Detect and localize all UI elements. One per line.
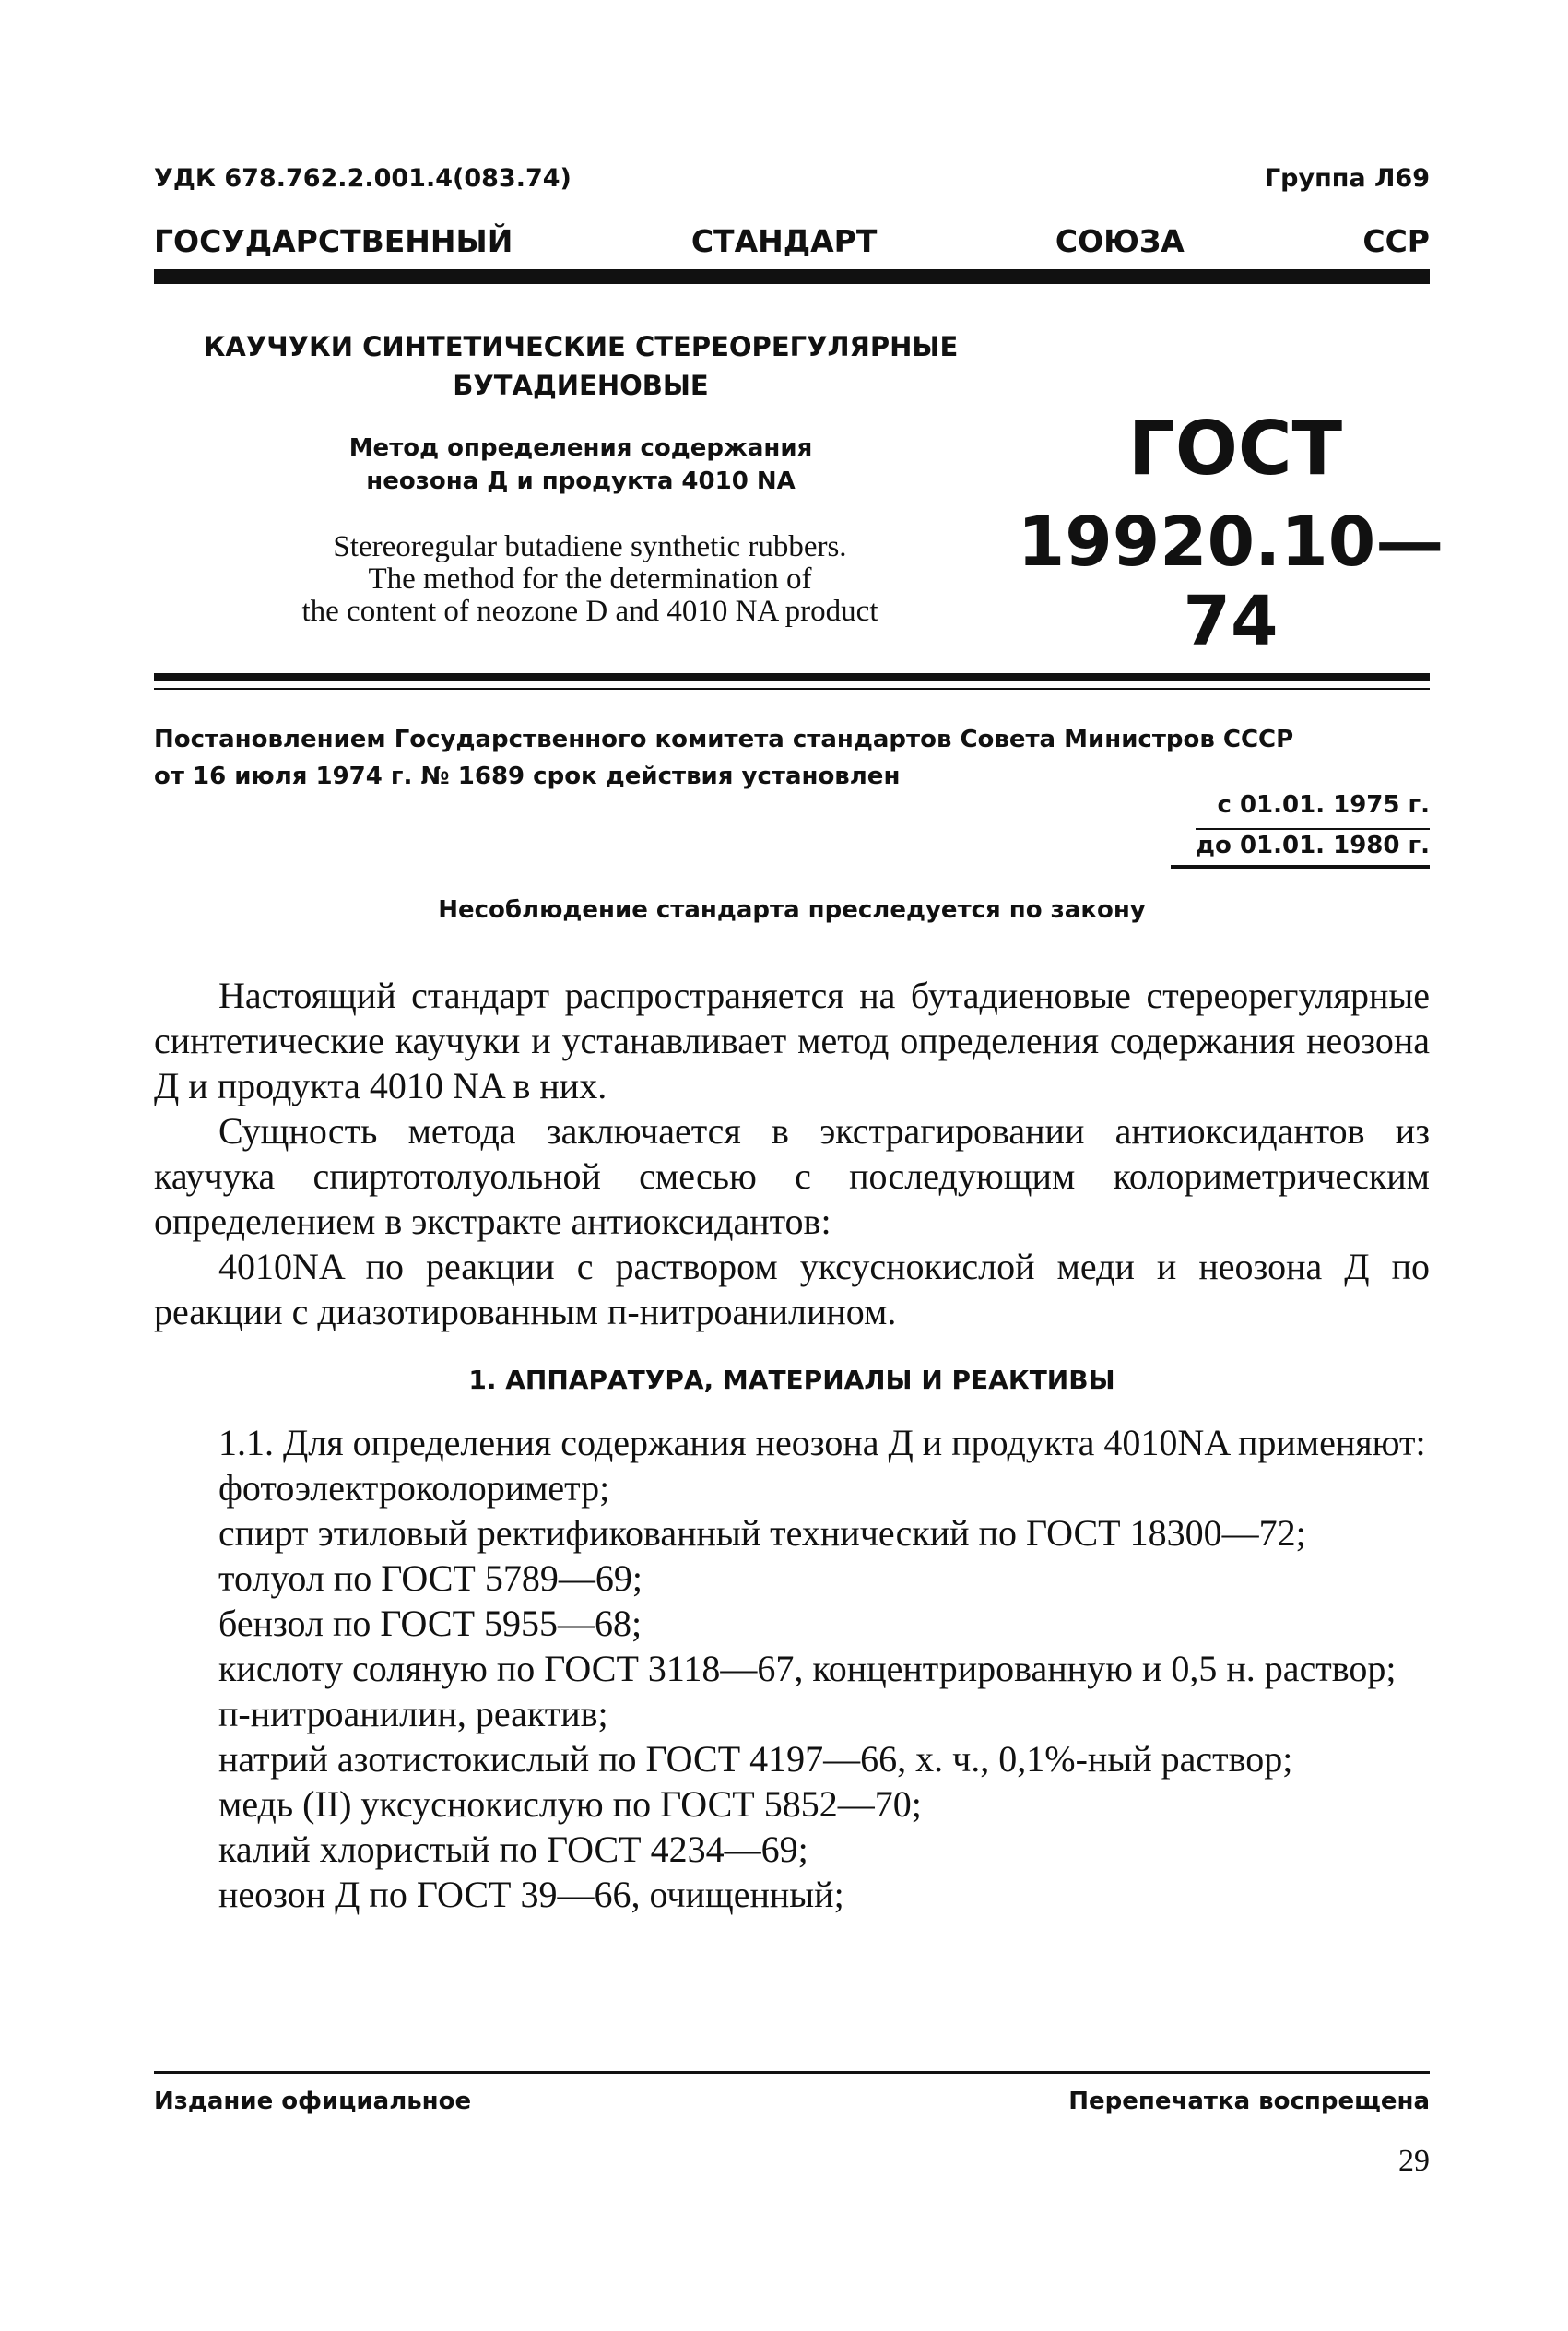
method-line: неозона Д и продукта 4010 NA [366, 467, 796, 495]
banner-word: СОЮЗА [1055, 223, 1185, 259]
list-item [154, 1646, 1430, 1691]
english-line: The method for the determination of [368, 562, 812, 596]
paragraph-text: 4010NA по реакции с раствором уксуснокислой меди и неозона Д по реакции с диазотированным п-нитроанилином. [154, 1246, 1430, 1332]
list-item [154, 1827, 1430, 1872]
decree-line: Постановлением Государственного комитета стандартов Совета Министров СССР [154, 726, 1294, 753]
udk-code: УДК 678.762.2.001.4(083.74) [154, 164, 572, 193]
method-title [277, 432, 885, 498]
list-item-text: неозон Д по ГОСТ 39—66, очищенный; [218, 1874, 844, 1915]
validity-date-from: с 01.01. 1975 г. [1217, 791, 1430, 819]
list-item-text: толуол по ГОСТ 5789—69; [218, 1557, 643, 1599]
title-line: КАУЧУКИ СИНТЕТИЧЕСКИЕ СТЕРЕОРЕГУЛЯРНЫЕ [203, 331, 959, 362]
header-band [154, 269, 1430, 284]
banner-word: ССР [1362, 223, 1430, 259]
page-number: 29 [1398, 2144, 1430, 2178]
list-item-text: медь (II) уксуснокислую по ГОСТ 5852—70; [218, 1783, 922, 1825]
list-item [154, 1691, 1430, 1736]
list-item [154, 1420, 1430, 1465]
document-title [157, 327, 1005, 405]
paragraph [154, 1244, 1430, 1334]
legal-warning: Несоблюдение стандарта преследуется по закону [438, 896, 1146, 924]
divider-thin [154, 688, 1430, 690]
validity-date-to: до 01.01. 1980 г. [1196, 828, 1430, 859]
list-item-text: кислоту соляную по ГОСТ 3118—67, концентрированную и 0,5 н. раствор; [218, 1648, 1397, 1689]
footer-divider [154, 2071, 1430, 2074]
list-item-text: бензол по ГОСТ 5955—68; [218, 1603, 643, 1644]
paragraph [154, 1108, 1430, 1244]
list-item-text: калий хлористый по ГОСТ 4234—69; [218, 1828, 808, 1870]
list-item [154, 1872, 1430, 1917]
banner-word: ГОСУДАРСТВЕННЫЙ [154, 223, 513, 259]
state-standard-banner [154, 223, 1430, 259]
list-item [154, 1736, 1430, 1781]
list-item [154, 1556, 1430, 1601]
decree-line: от 16 июля 1974 г. № 1689 срок действия установлен [154, 763, 901, 790]
reprint-prohibited-label: Перепечатка воспрещена [1068, 2088, 1430, 2115]
decree-text [154, 721, 1430, 795]
method-line: Метод определения содержания [348, 434, 813, 462]
list-item [154, 1465, 1430, 1510]
list-item-text: натрий азотистокислый по ГОСТ 4197—66, х. ч., 0,1%-ный раствор; [218, 1738, 1293, 1780]
materials-list [154, 1420, 1430, 1917]
list-item-text: 1.1. Для определения содержания неозона Д и продукта 4010NA применяют: [218, 1422, 1426, 1463]
list-item [154, 1781, 1430, 1827]
list-item [154, 1510, 1430, 1556]
title-line: БУТАДИЕНОВЫЕ [453, 370, 709, 401]
official-edition-label: Издание официальное [154, 2088, 472, 2115]
english-line: the content of neozone D and 4010 NA product [301, 595, 878, 628]
banner-word: СТАНДАРТ [690, 223, 878, 259]
group-code: Группа Л69 [1264, 164, 1430, 193]
gost-number: 19920.10—74 [1017, 503, 1444, 661]
english-title [184, 531, 996, 628]
english-line: Stereoregular butadiene synthetic rubbers. [333, 530, 847, 563]
gost-label: ГОСТ [1127, 406, 1343, 491]
list-item-text: спирт этиловый ректификованный технический по ГОСТ 18300—72; [218, 1512, 1306, 1554]
section-heading: 1. АППАРАТУРА, МАТЕРИАЛЫ И РЕАКТИВЫ [468, 1365, 1115, 1395]
list-item-text: фотоэлектроколориметр; [218, 1467, 610, 1509]
divider-thick [154, 673, 1430, 681]
list-item-text: п-нитроанилин, реактив; [218, 1693, 608, 1734]
date-underline [1171, 865, 1430, 869]
introduction [154, 973, 1430, 1334]
paragraph-text: Сущность метода заключается в экстрагировании антиоксидантов из каучука спиртотолуольной смесью с последующим колориметрическим определением в экстракте антиоксидантов: [154, 1110, 1430, 1242]
paragraph-text: Настоящий стандарт распространяется на бутадиеновые стереорегулярные синтетические каучуки и устанавливает метод определения содержания неозона Д и продукта 4010 NA в них. [154, 975, 1430, 1106]
paragraph [154, 973, 1430, 1108]
list-item [154, 1601, 1430, 1646]
